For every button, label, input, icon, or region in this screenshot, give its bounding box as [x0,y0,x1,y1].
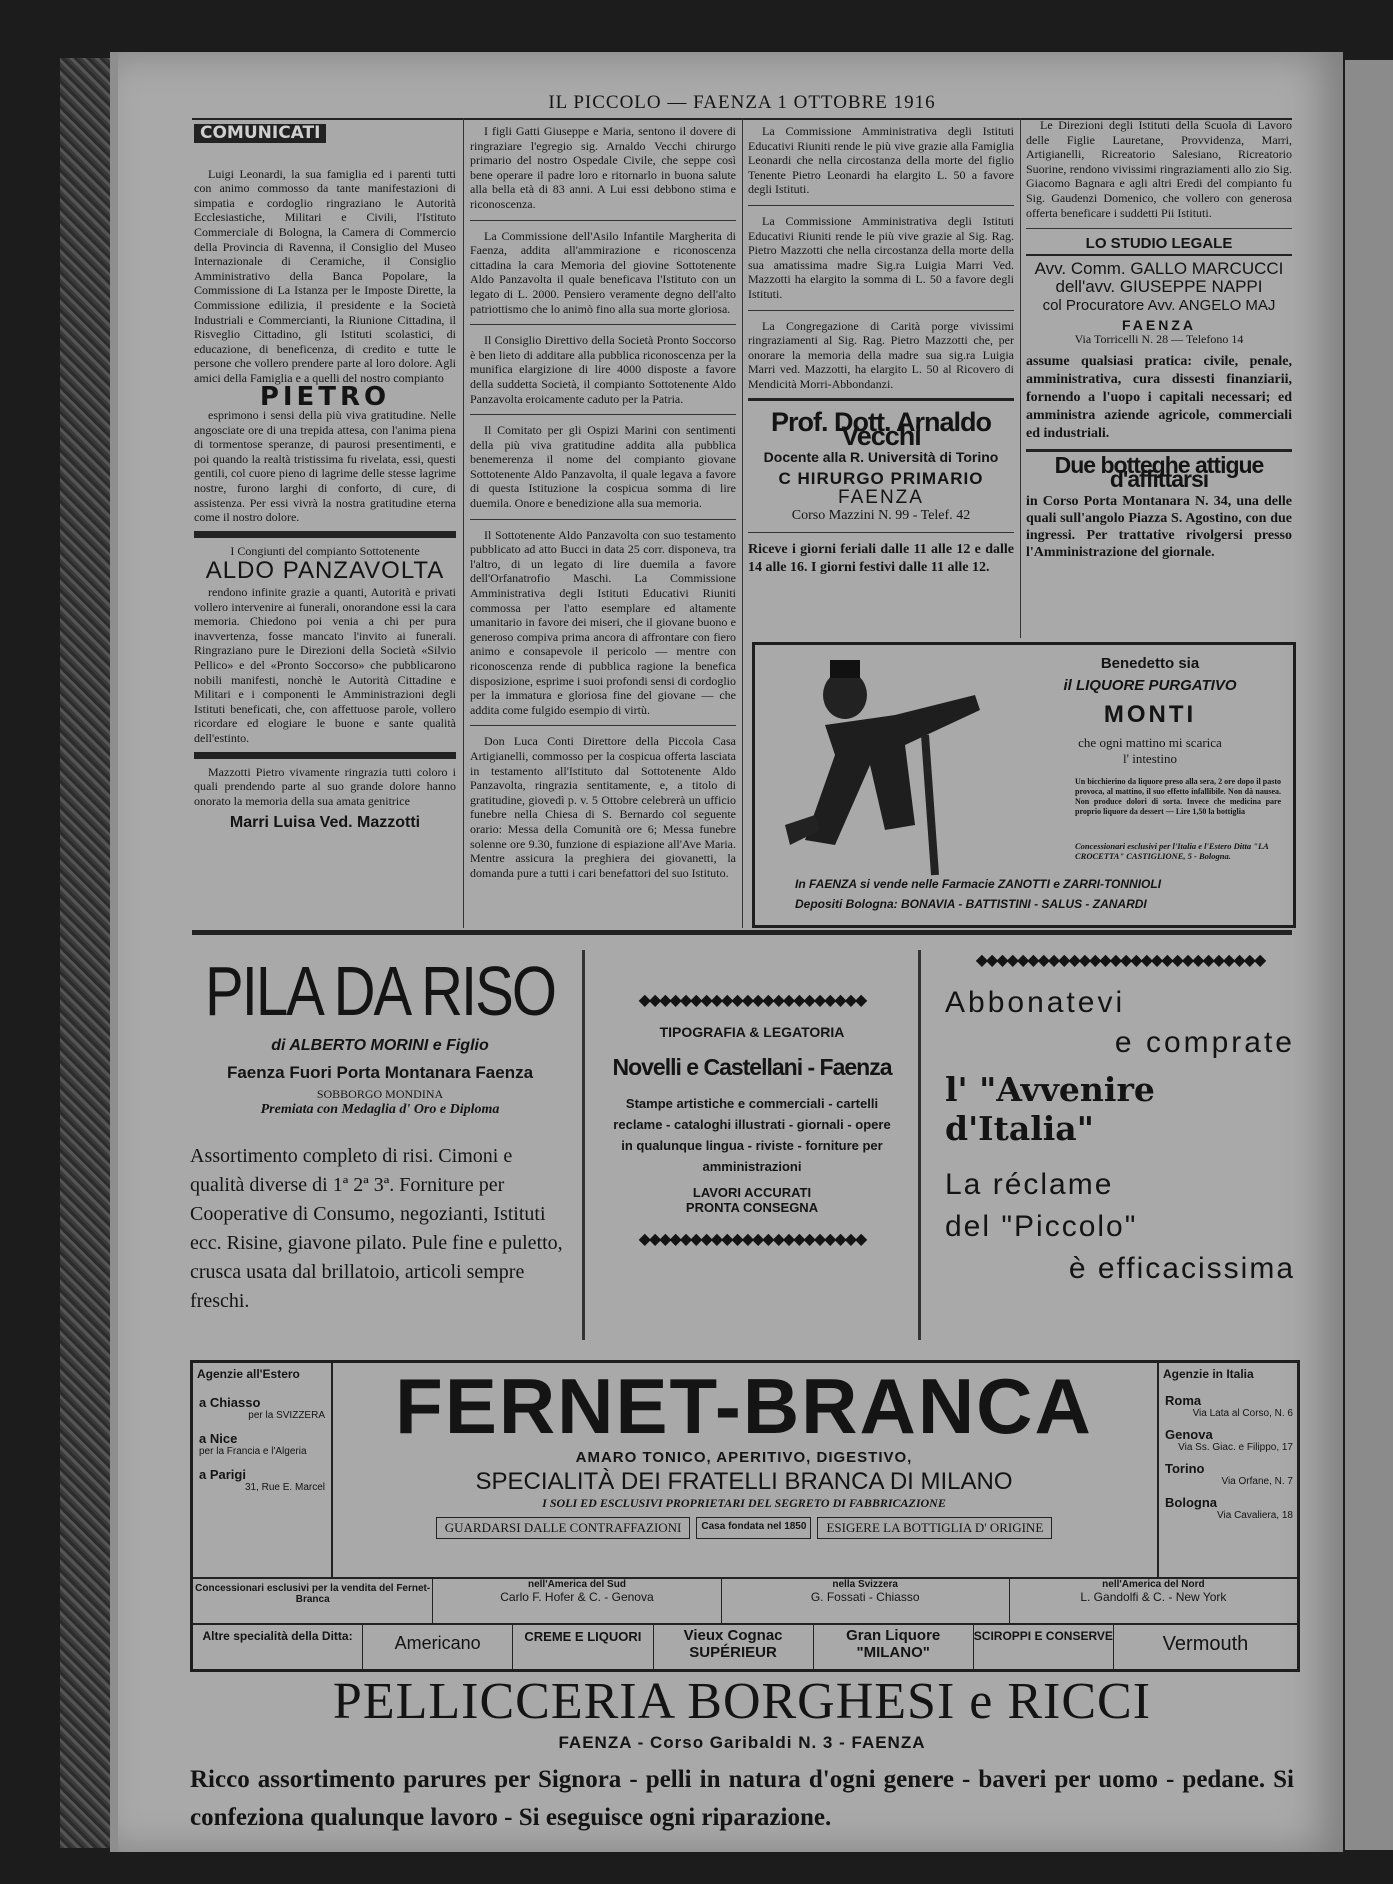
pila-borgo: SOBBORGO MONDINA [316,1087,444,1101]
divider [194,752,456,759]
monti-line-5: l' intestino [1123,751,1177,766]
monti-line-2: il LIQUORE PURGATIVO [1063,677,1237,694]
pietro-name: PIETRO [259,381,391,412]
fernet-specialita: SPECIALITÀ DEI FRATELLI BRANCA DI MILANO [475,1468,1013,1495]
gratitude-text: esprimono i sensi della più viva gratitudine. Nelle angosciate ore di una trepida attesa, con l'anima piena di tormentose speranze, di paurosi presentimenti, e poi quando la realtà tristissima fu rivelata, essi, questi gentili, col cuore pieno di lagrime delle stesse lagrime nostre, furono larghi di conforto, di cure, di assistenza. Per essi vivrà la nostra gratitudine eterna come il nostro dolore. [194,408,456,525]
next-page-edge [1345,60,1393,1850]
doctor-role: C HIRURGO PRIMARIO [778,469,984,489]
asilo-notice: La Commissione dell'Asilo Infantile Margherita di Faenza, addita all'ammirazione e riconoscenza cittadina la cara Memoria del giovine Sottotenente Aldo Panzavolta il quale beneficava l'Istituto con un legato di L. 2000. Pensiero veramente degno dell'alto patriottismo che lo animò fino alla sua morte gloriosa. [470,228,736,316]
pila-da-riso-ad [190,952,570,1316]
am-nord-label: nell'America del Nord [1102,1579,1205,1590]
agency-chiasso: a Chiasso [199,1395,261,1410]
testamento-notice: Il Sottotenente Aldo Panzavolta con suo testamento pubblicato ad atto Bucci in data 25 corr. disponeva, tra l'altro, di un legato di lire duemila a favore dell'Orfanatrofio Maschi. La Commissione Amministrativa degli Istituti Educativi Riuniti commossa per l'atto esemplare ed altamente umanitario in favore dei miseri, che il giovane buono e generoso compiva prima ancora di affrontare con fiero animo e consapevole il pericolo — mentre con riconoscenza rende di pubblica ragione la benefica disposizione, esprime i suoi profondi sensi di cordoglio per la immatura e gloriosa fine del giovane — che addita come fulgido esempio di virtù. [470,527,736,717]
studio-title: LO STUDIO LEGALE [1026,237,1292,256]
doctor-address: Corso Mazzini N. 99 - Telef. 42 [791,508,971,524]
comunicati-header: COMUNICATI [194,124,326,143]
mazzotti-notice: Mazzotti Pietro vivamente ringrazia tutti coloro i quali prendendo parte al suo grande dolore hanno onorato la memoria della sua amata genitrice [194,764,456,808]
monti-ad [752,642,1296,928]
fernet-fondata: Casa fondata nel 1850 [696,1517,811,1539]
product-vermouth: Vermouth [1162,1633,1249,1655]
tipografia-ad [612,990,892,1249]
fernet-subtitle: AMARO TONICO, APERITIVO, DIGESTIVO, [575,1449,913,1466]
svizzera-value: G. Fossati - Chiasso [810,1590,920,1604]
artigianelli-notice: Don Luca Conti Direttore della Piccola Casa Artigianelli, commosso per la cospicua offerta lasciata in testamento all'Istituto dal Sottotenente Aldo Panzavolta, ringrazia sentitamente, e, a titolo di gratitudine, giovedì p. v. 5 Ottobre celebrerà un ufficio funebre nella Chiesa di S. Bernardo col seguente orario: Messa della Comunità ore 6; Messa funebre solenne ore 9.30, funzione di espiazione all'Ave Maria. Mentre assicura la preghiera dei giovanetti, la domanda pure a tutti i cari benefattori del suo Istituto. [470,734,736,880]
agency-bologna-detail: Via Cavaliera, 18 [1217,1510,1293,1521]
pellicceria-address: FAENZA - Corso Garibaldi N. 3 - FAENZA [558,1733,926,1752]
doctor-city: FAENZA [838,486,924,508]
doctor-title: Docente alla R. Università di Torino [763,448,999,465]
monti-concessionari: Concessionari esclusivi per l'Italia e l'Estero Ditta "LA CROCETTA" CASTIGLIONE, 5 - Bologna. [1075,841,1269,861]
studio-body: assume qualsiasi pratica: civile, penale, amministrativa, cura dissesti finanziarii, fornendo a l'uopo i capitali necessari; ed amministra aziende agricole, commerciali ed industriali. [1026,353,1292,441]
monti-line-1: Benedetto sia [1100,655,1200,672]
agency-parigi-detail: 31, Rue E. Marcel [244,1482,325,1493]
agency-chiasso-detail: per la SVIZZERA [248,1410,325,1421]
studio-address: Via Torricelli N. 28 — Telefono 14 [1074,332,1244,347]
congregazione-notice: La Congregazione di Carità porge vivissimi ringraziamenti al Sig. Rag. Pietro Mazzotti che, per onorare la memoria della madre sua sig.ra Luigia Marri ved. Mazzotti, ha elargito L. 50 al Ricovero di Mendicità Morri-Abbondanzi. [748,318,1014,391]
abbon-line-3: l' "Avvenire d'Italia" [945,1070,1155,1148]
laughing-man-illustration [775,655,995,895]
fernet-concessionari: Concessionari esclusivi per la vendita del Fernet-Branca [193,1579,433,1623]
am-sud-value: Carlo F. Hofer & C. - Genova [500,1590,654,1604]
pronto-soccorso-notice: Il Consiglio Direttivo della Società Pronto Soccorso è ben lieto di additare alla pubblica riconoscenza per la munifica elargizione di lire 4000 disposte a favore della suddetta Società, il compianto Sottotenente Aldo Panzavolta eroicamente caduto per la Patria. [470,333,736,406]
agency-nice-detail: per la Francia e l'Algeria [199,1446,307,1457]
column-3 [748,124,1014,581]
fernet-am-nord [1010,1579,1297,1623]
product-gran-liquore: Gran Liquore "MILANO" [814,1623,974,1669]
agency-genova: Genova [1165,1427,1213,1442]
diamond-border: ◆◆◆◆◆◆◆◆◆◆◆◆◆◆◆◆◆◆◆◆◆◆ [638,1231,866,1248]
monti-small-print: Un bicchierino da liquore preso alla sera, 2 ore dopo il pasto provoca, al mattino, il suo effetto infallibile. Non dà nausea. Non produce dolori di sorta. Invece che medicina pare proprio liquore da dessert — Lire 1,50 la bottiglia [1075,777,1281,816]
agency-torino: Torino [1165,1461,1205,1476]
tipografia-body: Stampe artistiche e commerciali - cartelli reclame - cataloghi illustrati - giornali - opere in qualunque lingua - riviste - forniture per amministrazioni [613,1096,891,1174]
fernet-altre-label: Altre specialità della Ditta: [193,1623,363,1669]
agency-roma: Roma [1165,1393,1202,1408]
agency-genova-detail: Via Ss. Giac. e Filippo, 17 [1178,1442,1293,1453]
product-cognac: Vieux Cognac SUPÉRIEUR [654,1623,814,1669]
congiunti-intro: I Congiunti del compianto Sottotenente [230,543,420,558]
pellicceria-title: PELLICCERIA BORGHESI e RICCI [332,1673,1152,1730]
fernet-svizzera [722,1579,1010,1623]
agency-parigi: a Parigi [199,1467,246,1482]
column-2 [470,124,736,884]
botteghe-body: in Corso Porta Montanara N. 34, una delle quali sull'angolo Piazza S. Agostino, con due ingressi. Per trattative rivolgersi presso l'Amministrazione del giornale. [1026,493,1292,560]
gatti-notice: I figli Gatti Giuseppe e Maria, sentono il dovere di ringraziare l'egregio sig. Arnaldo Vecchi chirurgo primario del nostro Ospedale Civile, che seppe così bene operare il padre loro e ritornarlo in buona salute alla bella età di 83 anni. A Lui essi debbono stima e riconoscenza. [470,124,736,211]
agency-torino-detail: Via Orfane, N. 7 [1221,1476,1293,1487]
studio-line-3: col Procuratore Avv. ANGELO MAJ [1042,296,1276,314]
abbon-line-2: e comprate [1114,1026,1295,1059]
agency-roma-detail: Via Lata al Corso, N. 6 [1192,1408,1293,1419]
diamond-border: ◆◆◆◆◆◆◆◆◆◆◆◆◆◆◆◆◆◆◆◆◆◆ [638,992,866,1009]
column-rule [463,118,464,928]
svizzera-label: nella Svizzera [832,1579,898,1590]
fernet-right-agencies [1157,1363,1299,1577]
fernet-branca-ad [190,1360,1300,1672]
studio-city: FAENZA [1122,316,1196,333]
leonardi-notice: Luigi Leonardi, la sua famiglia ed i parenti tutti con animo commosso da tante manifestazioni di simpatia e cordoglio ringraziano le Autorità Ecclesiastiche, Militari e Civili, l'Istituto Commerciale di Bologna, la Camera di Commercio della Provincia di Ravenna, il Consiglio del Museo Internazionale di Ceramiche, il Consiglio Amministrativo della Banca Popolare, la Commissione di La Istanza per le Imposte Dirette, la Commissione edilizia, il presidente e la Società Industriali e Commercianti, la Riunione Cittadina, il Risveglio Cittadino, gli Istituti scolastici, di educazione, di beneficenza, di credito e tutte le persone che vollero prendere parte al loro dolore. Agli amici della Famiglia e a quelli del nostro compianto [194,166,456,385]
monti-line-4: che ogni mattino mi scarica [1078,735,1222,750]
fernet-am-sud [433,1579,721,1623]
ospizi-notice: Il Comitato per gli Ospizi Marini con sentimenti della più viva gratitudine addita alla pubblica benemerenza il nome del compianto giovane Sottotenente Aldo Panzavolta, il quale legava a favore di questa Istituzione la cospicua somma di lire duemila. Onore e benedizione alla sua memoria. [470,423,736,511]
pila-location: Faenza Fuori Porta Montanara Faenza [226,1063,534,1082]
diamond-border: ◆◆◆◆◆◆◆◆◆◆◆◆◆◆◆◆◆◆◆◆◆◆◆◆◆◆◆◆ [975,952,1265,969]
am-nord-value: L. Gandolfi & C. - New York [1080,1590,1227,1604]
fernet-products-row [193,1623,1297,1669]
panzavolta-thanks: rendono infinite grazie a quanti, Autorità e privati vollero intervenire ai funerali, onorandone essi la cara memoria. Chiedono poi venia a chi per pura inavvertenza, fosse mancato l'invito ai funerali. Ringraziano pure le Direzioni della Società «Silvio Pellico» e del «Pronto Soccorso» che pubblicarono nobili manifesti, nonchè le Autorità Cittadine e Militari e i componenti le Amministrazioni degli Istituti beneficati, che, con affettuose parole, vollero ricordare ed elogiare le buone e sante qualità dell'estinto. [194,585,456,745]
agency-nice: a Nice [199,1431,238,1446]
pellicceria-ad [190,1672,1294,1837]
fernet-center [333,1363,1155,1577]
abbon-line-5: del "Piccolo" [945,1210,1138,1243]
fernet-esigere: ESIGERE LA BOTTIGLIA D' ORIGINE [817,1517,1052,1539]
fernet-left-agencies [193,1363,333,1577]
product-sciroppi: SCIROPPI E CONSERVE [974,1623,1114,1669]
mazzotti-elargizione: La Commissione Amministrativa degli Istituti Educativi Riuniti rende le più vive grazie al Sig. Rag. Pietro Mazzotti che nella circostanza della morte della sua amatissima madre Sig.ra Luigia Marri Ved. Mazzotti ha elargito la somma di L. 50 a favore degli Istituti. [748,213,1014,301]
doctor-hours: Riceve i giorni feriali dalle 11 alle 12 e dalle 14 alle 16. I giorni festivi dalle 11 alle 12. [748,542,1014,576]
pila-title: PILA DA RISO [205,952,555,1031]
abbon-line-1: Abbonatevi [945,986,1126,1019]
botteghe-title: Due botteghe attigue d'affittarsi [1054,451,1264,493]
tipografia-line-1: TIPOGRAFIA & LEGATORIA [659,1024,845,1040]
pila-subtitle: di ALBERTO MORINI e Figlio [271,1037,489,1054]
monti-sold: In FAENZA si vende nelle Farmacie ZANOTTI e ZARRI-TONNIOLI [795,877,1162,891]
tipografia-line-4: PRONTA CONSEGNA [685,1200,819,1215]
pila-premiata: Premiata con Medaglia d' Oro e Diploma [260,1102,500,1117]
column-1 [194,124,456,831]
studio-line-1: Avv. Comm. GALLO MARCUCCI [1034,258,1284,278]
column-rule [1020,118,1021,638]
studio-line-2: dell'avv. GIUSEPPE NAPPI [1055,277,1263,297]
section-rule [192,930,1292,935]
abbon-line-4: La réclame [945,1168,1114,1201]
column-4 [1026,118,1292,565]
book-binding [60,58,112,1848]
fernet-concessionari-row [193,1577,1297,1625]
divider [194,531,456,538]
agencies-italia-title: Agenzie in Italia [1163,1367,1254,1381]
monti-brand: MONTI [1103,701,1197,728]
product-creme: CREME E LIQUORI [513,1623,653,1669]
tipografia-line-3: LAVORI ACCURATI [692,1185,812,1200]
panzavolta-name: ALDO PANZAVOLTA [205,557,445,585]
am-sud-label: nell'America del Sud [527,1579,626,1590]
agencies-estero-title: Agenzie all'Estero [197,1367,300,1381]
fernet-guardarsi: GUARDARSI DALLE CONTRAFFAZIONI [436,1517,691,1539]
column-rule [742,118,743,928]
agency-bologna: Bologna [1165,1495,1217,1510]
masthead: IL PICCOLO — FAENZA 1 OTTOBRE 1916 [192,92,1292,120]
abbon-line-6: è efficacissima [1068,1252,1295,1285]
fernet-proprietari: I SOLI ED ESCLUSIVI PROPRIETARI DEL SEGRETO DI FABBRICAZIONE [542,1496,946,1510]
pellicceria-body: Ricco assortimento parures per Signora - pelli in natura d'ogni genere - baveri per uomo - pedane. Si confeziona qualunque lavoro - Si eseguisce ogni riparazione. [190,1766,1294,1831]
pila-body: Assortimento completo di risi. Cimoni e qualità diverse di 1ª 2ª 3ª. Forniture per Cooperative di Consumo, negozianti, Istituti ecc. Risine, giavone pilato. Pule fine e puletto, crusca usata dal brillatoio, articoli sempre freschi. [190,1145,563,1312]
doctor-name: Prof. Dott. Arnaldo Vecchi [771,406,991,452]
abbonatevi-ad [945,950,1295,1286]
tipografia-name: Novelli e Castellani - Faenza [612,1054,892,1080]
leonardi-elargizione: La Commissione Amministrativa degli Istituti Educativi Riuniti rende le più vive grazie alla Famiglia Leonardi che nella circostanza della morte del figlio Tenente Pietro Leonardi ha elargito L. 50 a favore degli Istituti. [748,124,1014,197]
mazzotti-signature: Marri Luisa Ved. Mazzotti [229,814,421,832]
monti-depositi: Depositi Bologna: BONAVIA - BATTISTINI - SALUS - ZANARDI [795,897,1147,911]
fernet-title: FERNET-BRANCA [395,1362,1093,1450]
istituti-notice: Le Direzioni degli Istituti della Scuola di Lavoro delle Figlie Lauretane, Provvidenza, Marri, Artigianelli, Ricreatorio Salesiano, Ricreatorio Suorine, rendono vivissimi ringraziamenti allo zio Sig. Giacomo Bagnara e agli altri Eredi del compianto fu Sig. Gaudenzi Domenico, che vollero con generosa offerta beneficare i suddetti Pii Istituti. [1026,118,1292,220]
product-americano: Americano [363,1623,513,1669]
fernet-boxes [333,1517,1155,1539]
